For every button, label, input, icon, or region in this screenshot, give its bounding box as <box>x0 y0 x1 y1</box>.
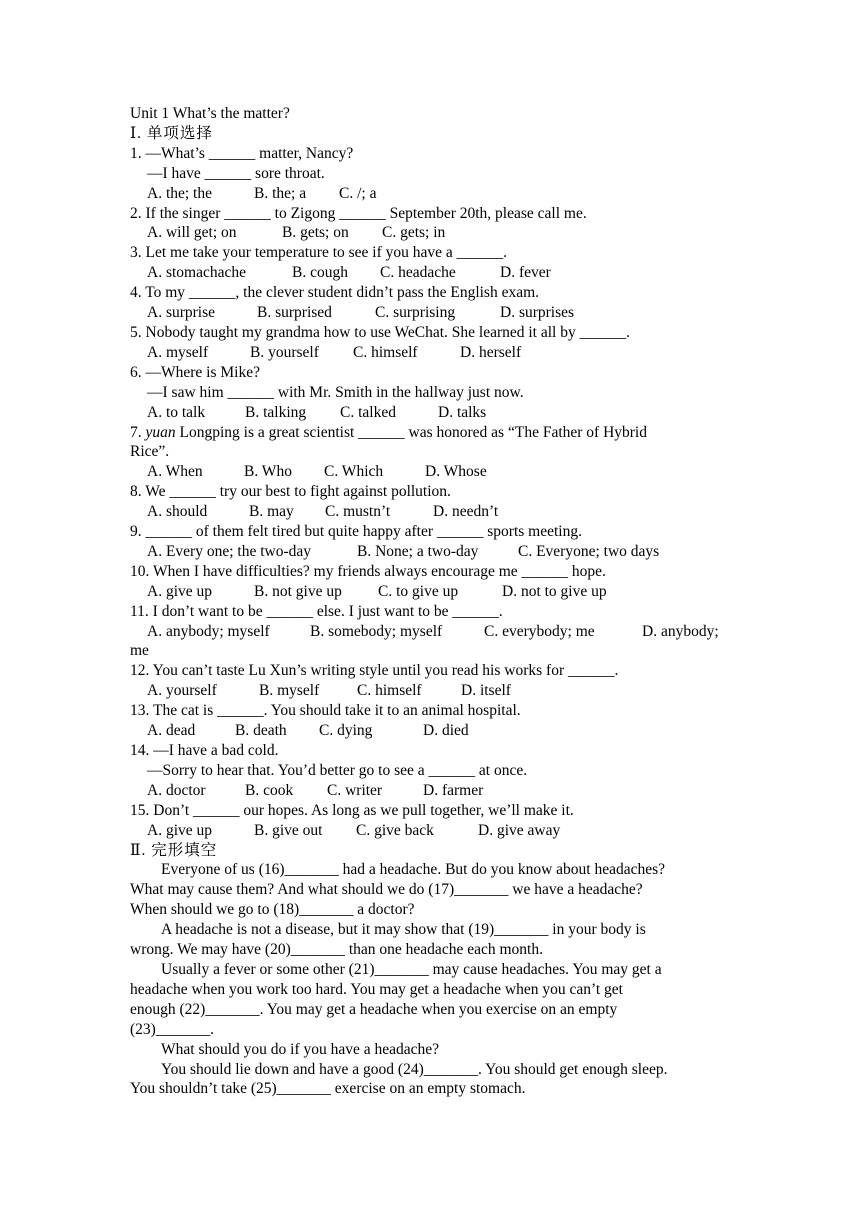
question-text: 15. Don’t ______ our hopes. As long as we pull together, we’ll make it. <box>130 801 574 819</box>
option-a: A. to talk <box>147 403 206 421</box>
option-b: B. give out <box>254 821 323 839</box>
question-text: 11. I don’t want to be ______ else. I just want to be ______. <box>130 602 503 620</box>
passage-line: What should you do if you have a headache? <box>161 1040 440 1058</box>
worksheet <box>130 104 730 1099</box>
option-a: A. When <box>147 463 203 481</box>
passage-line: When should we go to (18)_______ a doctor? <box>130 901 415 919</box>
question-text-cont: Rice”. <box>130 443 170 461</box>
paragraph-1 <box>130 860 730 920</box>
passage-line: (23)_______. <box>130 1020 214 1038</box>
option-a: A. surprise <box>147 304 216 322</box>
options-row <box>130 223 730 243</box>
option-a: A. dead <box>147 722 196 740</box>
question-4 <box>130 283 730 323</box>
question-text: 5. Nobody taught my grandma how to use WeChat. She learned it all by ______. <box>130 323 630 341</box>
question-text: 13. The cat is ______. You should take it to an animal hospital. <box>130 702 521 720</box>
paragraph-2 <box>130 920 730 960</box>
option-a: A. doctor <box>147 781 206 799</box>
option-c: C. /; a <box>339 184 377 202</box>
question-text: 3. Let me take your temperature to see if you have a ______. <box>130 244 508 262</box>
option-b: B. may <box>249 503 294 521</box>
passage-line: You should lie down and have a good (24)_______. You should get enough sleep. <box>161 1060 668 1078</box>
options-row <box>130 721 730 741</box>
question-13 <box>130 701 730 741</box>
option-a: A. yourself <box>147 682 217 700</box>
option-a: A. anybody; myself <box>147 622 270 640</box>
question-text: 9. ______ of them felt tired but quite happy after ______ sports meeting. <box>130 523 582 541</box>
question-7 <box>130 423 730 483</box>
option-a: A. will get; on <box>147 224 237 242</box>
question-text <box>130 423 730 443</box>
question-9 <box>130 522 730 562</box>
question-6 <box>130 363 730 423</box>
option-b: B. death <box>235 722 287 740</box>
option-d: D. farmer <box>423 781 484 799</box>
question-text: 1. —What’s ______ matter, Nancy? <box>130 144 354 162</box>
option-c: C. surprising <box>375 304 456 322</box>
options-row <box>130 462 730 482</box>
question-5 <box>130 323 730 363</box>
option-d: D. died <box>423 722 469 740</box>
question-14 <box>130 741 730 801</box>
option-d: D. anybody; <box>642 622 719 640</box>
question-10 <box>130 562 730 602</box>
passage-line: headache when you work too hard. You may get a headache when you can’t get <box>130 980 623 998</box>
option-c: C. gets; in <box>382 224 446 242</box>
option-b: B. cough <box>292 264 348 282</box>
option-d: D. needn’t <box>433 503 499 521</box>
question-11 <box>130 602 730 662</box>
option-d: D. itself <box>461 682 511 700</box>
question-text: 8. We ______ try our best to fight against pollution. <box>130 483 451 501</box>
question-text: 12. You can’t taste Lu Xun’s writing style until you read his works for ______. <box>130 662 619 680</box>
option-c: C. to give up <box>378 582 459 600</box>
option-b: B. cook <box>245 781 294 799</box>
option-d: D. surprises <box>500 304 575 322</box>
options-row <box>130 184 730 204</box>
question-1 <box>130 144 730 204</box>
unit-title: Unit 1 What’s the matter? <box>130 105 290 122</box>
option-d: D. fever <box>500 264 551 282</box>
option-b: B. None; a two-day <box>357 542 479 560</box>
option-a: A. stomachache <box>147 264 246 282</box>
question-12 <box>130 661 730 701</box>
option-a: A. should <box>147 503 208 521</box>
option-b: B. gets; on <box>282 224 349 242</box>
passage-line: What may cause them? And what should we do (17)_______ we have a headache? <box>130 881 643 899</box>
option-b: B. somebody; myself <box>310 622 443 640</box>
option-b: B. not give up <box>254 582 342 600</box>
option-c: C. headache <box>380 264 456 282</box>
option-d: D. herself <box>460 343 522 361</box>
option-b: B. surprised <box>257 304 332 322</box>
option-b: B. talking <box>245 403 307 421</box>
passage-line: You shouldn’t take (25)_______ exercise on an empty stomach. <box>130 1080 526 1098</box>
question-text: 10. When I have difficulties? my friends always encourage me ______ hope. <box>130 562 606 580</box>
options-row <box>130 343 730 363</box>
option-c: C. everybody; me <box>484 622 595 640</box>
option-c: C. mustn’t <box>325 503 391 521</box>
question-15 <box>130 801 730 841</box>
option-c: C. Everyone; two days <box>518 542 660 560</box>
question-2 <box>130 204 730 244</box>
passage-line: wrong. We may have (20)_______ than one headache each month. <box>130 941 543 959</box>
options-row <box>130 582 730 602</box>
question-text: 14. —I have a bad cold. <box>130 742 279 759</box>
option-c: C. himself <box>357 682 422 700</box>
option-d: D. talks <box>438 403 487 421</box>
options-row <box>130 681 730 701</box>
option-a: A. give up <box>147 821 213 839</box>
cloze-passage <box>130 860 730 1099</box>
passage-line: Everyone of us (16)_______ had a headache. But do you know about headaches? <box>161 861 666 879</box>
question-text: —Sorry to hear that. You’d better go to see a ______ at once. <box>147 761 528 779</box>
passage-line: Usually a fever or some other (21)_______ may cause headaches. You may get a <box>161 960 662 978</box>
question-text: 6. —Where is Mike? <box>130 363 260 381</box>
question-3 <box>130 243 730 283</box>
option-a: A. give up <box>147 582 213 600</box>
options-row <box>130 542 730 562</box>
options-row <box>130 622 730 642</box>
option-d-wrap: me <box>130 642 149 660</box>
options-row <box>130 821 730 841</box>
option-c: C. Which <box>324 463 384 481</box>
question-text: 4. To my ______, the clever student didn’t pass the English exam. <box>130 284 540 302</box>
options-row <box>130 502 730 522</box>
options-row <box>130 781 730 801</box>
italic-name: yuan <box>145 423 176 441</box>
passage-line: enough (22)_______. You may get a headache when you exercise on an empty <box>130 1000 618 1018</box>
option-d: D. Whose <box>425 463 487 481</box>
question-number: 7. <box>130 423 146 441</box>
option-c: C. writer <box>327 781 383 799</box>
option-b: B. Who <box>244 463 292 481</box>
option-c: C. talked <box>340 403 396 421</box>
option-b: B. the; a <box>254 184 307 202</box>
question-8 <box>130 482 730 522</box>
option-a: A. Every one; the two-day <box>147 542 311 560</box>
options-row <box>130 403 730 423</box>
question-text: —I have ______ sore throat. <box>147 164 325 182</box>
option-d: D. give away <box>478 821 561 839</box>
option-a: A. the; the <box>147 184 212 202</box>
section-1-title: Ⅰ. 单项选择 <box>130 124 213 142</box>
section-2-title: Ⅱ. 完形填空 <box>130 841 218 859</box>
option-b: B. yourself <box>250 343 319 361</box>
option-b: B. myself <box>259 682 320 700</box>
option-c: C. himself <box>353 343 418 361</box>
option-a: A. myself <box>147 343 209 361</box>
paragraph-5 <box>130 1060 730 1100</box>
options-row <box>130 303 730 323</box>
paragraph-3 <box>130 960 730 1040</box>
paragraph-4 <box>130 1040 730 1060</box>
question-text: —I saw him ______ with Mr. Smith in the hallway just now. <box>147 383 524 401</box>
passage-line: A headache is not a disease, but it may show that (19)_______ in your body is <box>161 921 646 939</box>
option-d: D. not to give up <box>502 582 607 600</box>
options-row <box>130 263 730 283</box>
question-body: Longping is a great scientist ______ was honored as “The Father of Hybrid <box>175 423 647 441</box>
option-c: C. give back <box>356 821 434 839</box>
question-text: 2. If the singer ______ to Zigong ______ September 20th, please call me. <box>130 204 587 222</box>
option-c: C. dying <box>319 722 373 740</box>
